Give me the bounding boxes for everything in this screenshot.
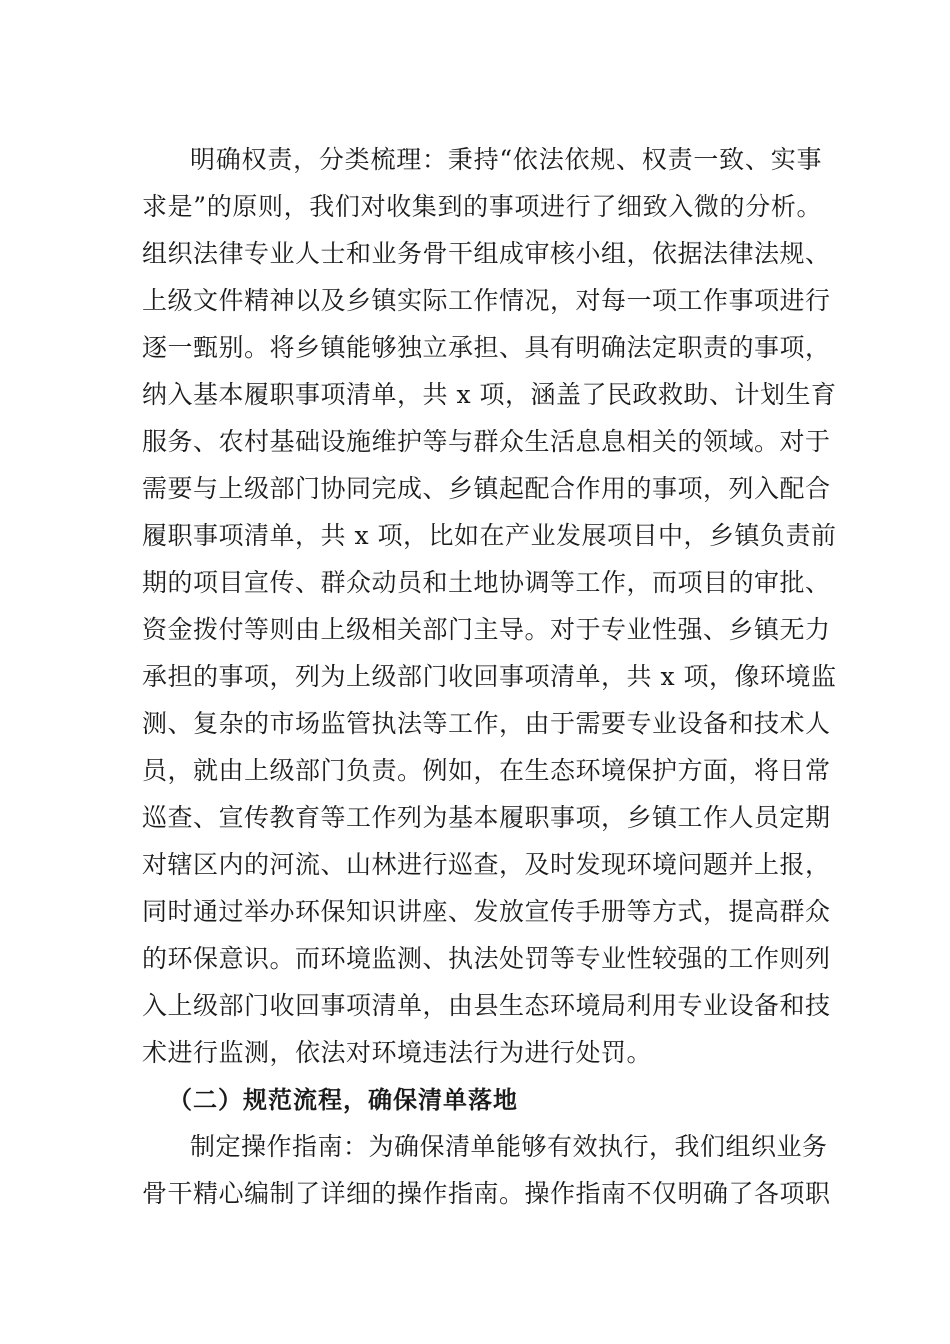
paragraph-line: 需要与上级部门协同完成、乡镇起配合作用的事项，列入配合 — [142, 474, 831, 503]
paragraph-line: 明确权责，分类梳理：秉持“依法依规、权责一致、实事 — [190, 145, 822, 174]
paragraph-line: 履职事项清单，共 x 项，比如在产业发展项目中，乡镇负责前 — [142, 521, 837, 550]
paragraph-line: 服务、农村基础设施维护等与群众生活息息相关的领域。对于 — [142, 427, 831, 456]
paragraph-line: 求是”的原则，我们对收集到的事项进行了细致入微的分析。 — [142, 192, 822, 221]
paragraph-line: 同时通过举办环保知识讲座、发放宣传手册等方式，提高群众 — [142, 897, 831, 926]
paragraph-line: 骨干精心编制了详细的操作指南。操作指南不仅明确了各项职 — [142, 1179, 831, 1208]
paragraph-line: 期的项目宣传、群众动员和土地协调等工作，而项目的审批、 — [142, 568, 831, 597]
paragraph-line: 的环保意识。而环境监测、执法处罚等专业性较强的工作则列 — [142, 944, 831, 973]
paragraph-line: 组织法律专业人士和业务骨干组成审核小组，依据法律法规、 — [142, 239, 831, 268]
paragraph-line: 纳入基本履职事项清单，共 x 项，涵盖了民政救助、计划生育 — [142, 380, 837, 409]
paragraph-line: 测、复杂的市场监管执法等工作，由于需要专业设备和技术人 — [142, 709, 831, 738]
paragraph-line: 术进行监测，依法对环境违法行为进行处罚。 — [142, 1038, 653, 1067]
paragraph-line: 逐一甄别。将乡镇能够独立承担、具有明确法定职责的事项， — [142, 333, 831, 362]
section-heading: （二）规范流程，确保清单落地 — [168, 1086, 518, 1114]
paragraph-line: 制定操作指南：为确保清单能够有效执行，我们组织业务 — [190, 1132, 828, 1161]
paragraph-line: 资金拨付等则由上级相关部门主导。对于专业性强、乡镇无力 — [142, 615, 831, 644]
paragraph-line: 对辖区内的河流、山林进行巡查，及时发现环境问题并上报， — [142, 850, 831, 879]
paragraph-line: 员，就由上级部门负责。例如，在生态环境保护方面，将日常 — [142, 756, 831, 785]
paragraph-line: 入上级部门收回事项清单，由县生态环境局利用专业设备和技 — [142, 991, 831, 1020]
paragraph-line: 上级文件精神以及乡镇实际工作情况，对每一项工作事项进行 — [142, 286, 831, 315]
paragraph-line: 巡查、宣传教育等工作列为基本履职事项，乡镇工作人员定期 — [142, 803, 831, 832]
paragraph-line: 承担的事项，列为上级部门收回事项清单，共 x 项，像环境监 — [142, 662, 837, 691]
